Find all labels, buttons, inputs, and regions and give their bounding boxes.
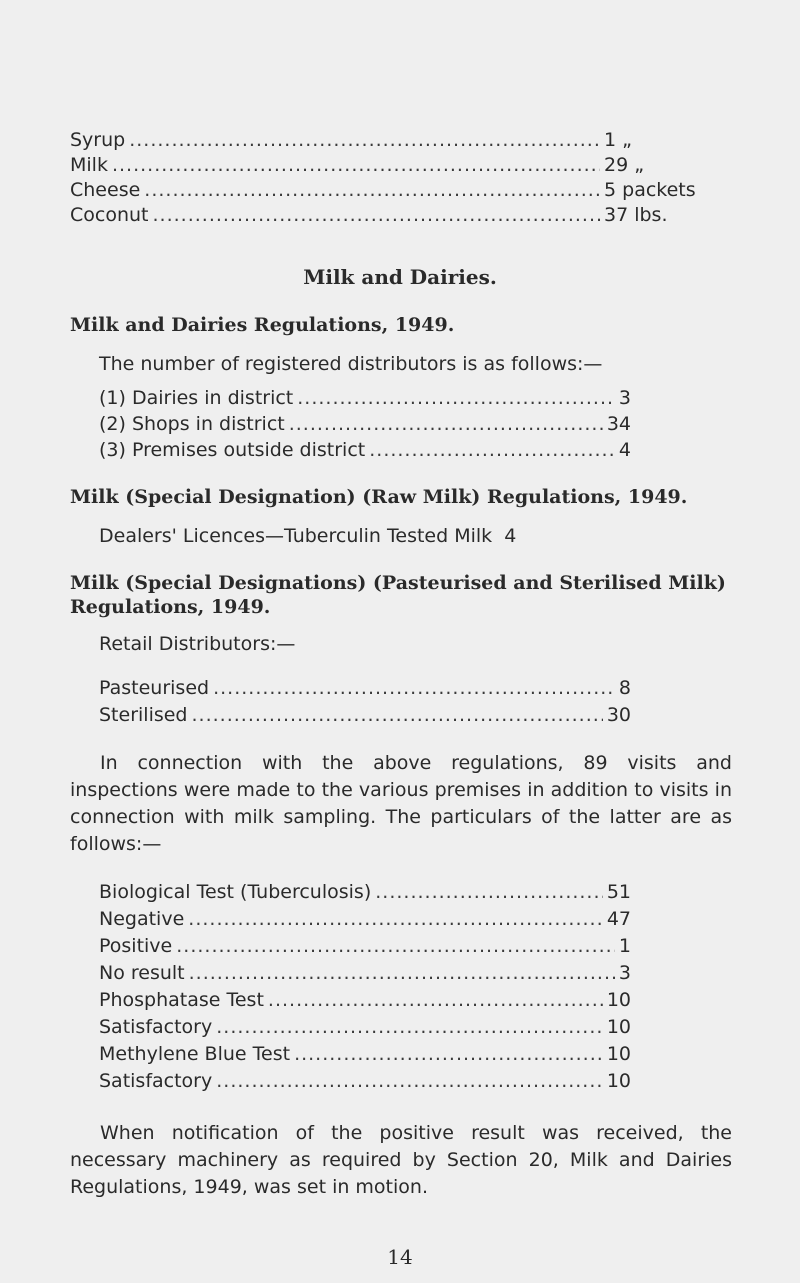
line-label: Dealers' Licences—Tuberculin Tested Milk xyxy=(99,525,493,547)
regulation-title-cont: Regulations, 1949. xyxy=(70,596,271,618)
list-item xyxy=(70,178,732,202)
list-item xyxy=(99,412,631,436)
list-item xyxy=(70,128,732,152)
regulation-title: Milk (Special Designations) (Pasteurised and Sterilised Milk) xyxy=(70,572,726,594)
item-label: Sterilised xyxy=(99,704,188,726)
item-label: Positive xyxy=(99,935,173,957)
item-label: Cheese xyxy=(70,179,141,201)
regulation-intro: The number of registered distributors is as follows:— xyxy=(99,353,603,375)
item-label: Syrup xyxy=(70,129,126,151)
item-label: (1) Dairies in district xyxy=(99,387,294,409)
line-value: 4 xyxy=(504,525,517,547)
paragraph xyxy=(70,1120,732,1201)
list-item xyxy=(99,907,631,931)
item-value: 51 xyxy=(606,881,631,903)
regulation-line xyxy=(99,522,516,550)
item-value: 10 xyxy=(606,1070,631,1092)
section-title: Milk and Dairies. xyxy=(303,265,497,289)
item-value: 34 xyxy=(606,413,631,435)
list-item xyxy=(99,676,631,700)
paragraph xyxy=(70,750,732,858)
item-value: 3 xyxy=(618,962,631,984)
list-item xyxy=(99,1015,631,1039)
regulation-title: Milk (Special Designation) (Raw Milk) Regulations, 1949. xyxy=(70,486,688,508)
item-value: 3 xyxy=(618,387,631,409)
list-item xyxy=(70,203,732,227)
item-value: 10 xyxy=(606,1016,631,1038)
list-item xyxy=(99,438,631,462)
page-number: 14 xyxy=(387,1245,413,1269)
item-value: 5 packets xyxy=(604,179,696,201)
paragraph-text: In connection with the above regulations, 89 visits and inspections were made to the various premises in addition to visits in connection with milk sampling. The particulars of the latter are as follows:— xyxy=(70,752,732,855)
item-label: Methylene Blue Test xyxy=(99,1043,291,1065)
list-item xyxy=(99,386,631,410)
list-item xyxy=(99,934,631,958)
item-value: 1 xyxy=(618,935,631,957)
item-label: Milk xyxy=(70,154,108,176)
list-item xyxy=(99,988,631,1012)
list-item xyxy=(99,880,631,904)
item-value: 8 xyxy=(618,677,631,699)
item-value: 1 „ xyxy=(604,129,632,151)
list-item xyxy=(70,153,732,177)
item-value: 30 xyxy=(606,704,631,726)
item-label: Phosphatase Test xyxy=(99,989,264,1011)
item-label: Satisfactory xyxy=(99,1070,213,1092)
item-label: Pasteurised xyxy=(99,677,210,699)
paragraph-text: When notification of the positive result was received, the necessary machinery as required by Section 20, Milk and Dairies Regulations, 1949, was set in motion. xyxy=(70,1122,732,1198)
item-label: (3) Premises outside district xyxy=(99,439,366,461)
list-item xyxy=(99,703,631,727)
list-item xyxy=(99,1042,631,1066)
list-item xyxy=(99,1069,631,1093)
item-value: 37 lbs. xyxy=(604,204,668,226)
item-value: 10 xyxy=(606,989,631,1011)
item-label: No result xyxy=(99,962,185,984)
item-value: 29 „ xyxy=(604,154,645,176)
item-value: 4 xyxy=(618,439,631,461)
regulation-intro: Retail Distributors:— xyxy=(99,633,296,655)
item-label: Coconut xyxy=(70,204,149,226)
item-label: Negative xyxy=(99,908,185,930)
item-value: 10 xyxy=(606,1043,631,1065)
item-value: 47 xyxy=(606,908,631,930)
regulation-title: Milk and Dairies Regulations, 1949. xyxy=(70,314,455,336)
list-item xyxy=(99,961,631,985)
item-label: (2) Shops in district xyxy=(99,413,285,435)
item-label: Satisfactory xyxy=(99,1016,213,1038)
item-label: Biological Test (Tuberculosis) xyxy=(99,881,372,903)
